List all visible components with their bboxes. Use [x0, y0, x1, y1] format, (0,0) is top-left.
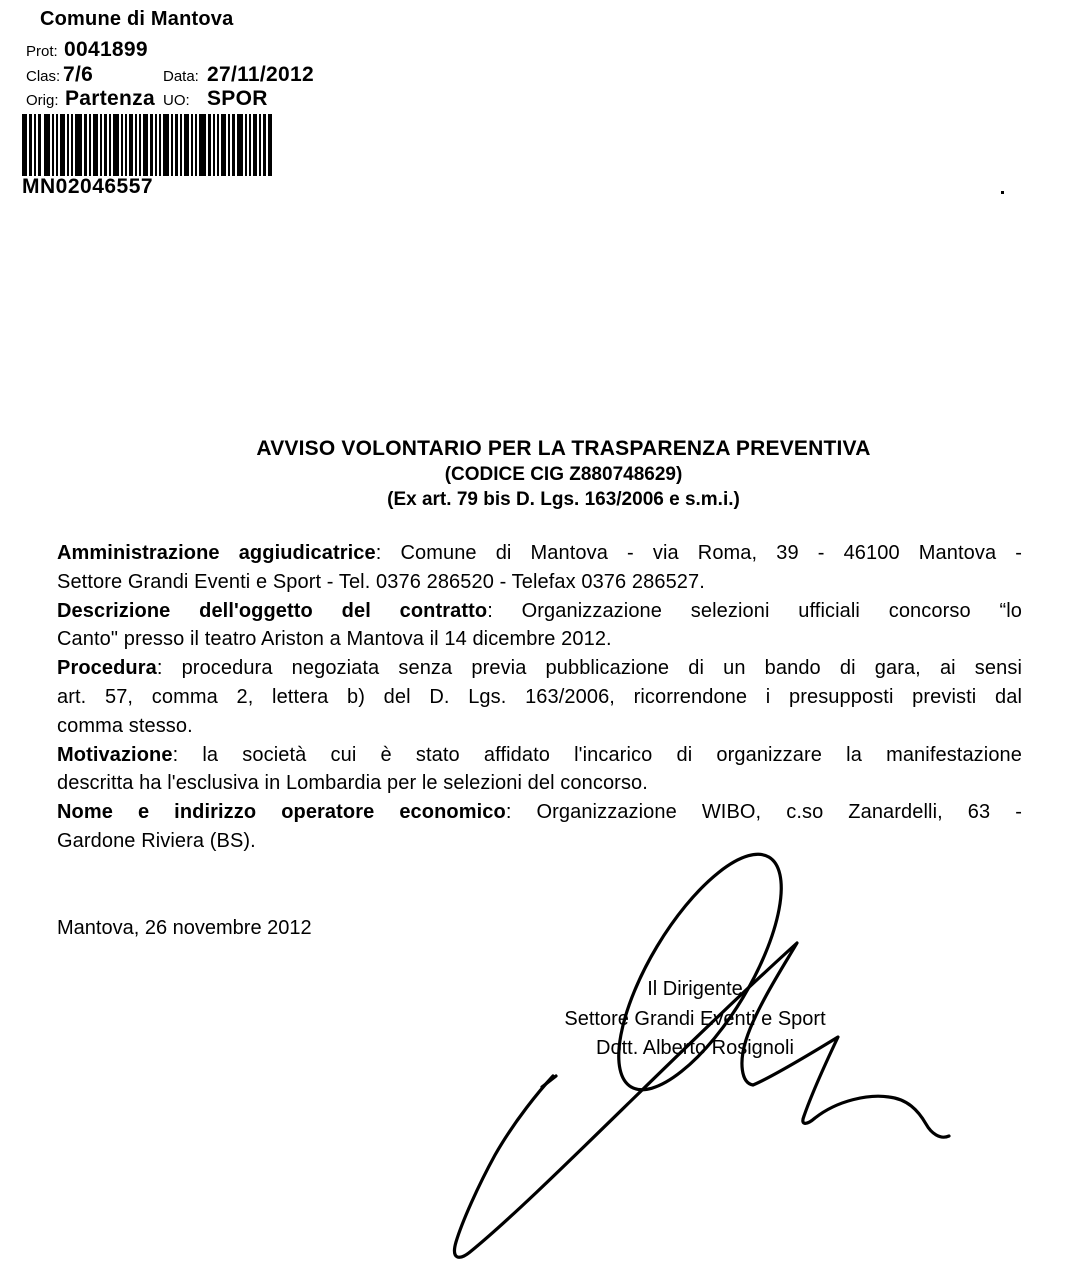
document-heading — [57, 436, 1022, 512]
body-line — [57, 597, 1022, 626]
date-line: Mantova, 26 novembre 2012 — [57, 917, 312, 939]
prot-value: 0041899 — [64, 38, 148, 61]
document-title: AVVISO VOLONTARIO PER LA TRASPARENZA PREVENTIVA — [256, 437, 871, 460]
scan-artifact-dot — [1001, 191, 1004, 194]
protocol-line — [26, 36, 366, 62]
data-value: 27/11/2012 — [207, 63, 314, 86]
body-line: art. 57, comma 2, lettera b) del D. Lgs. 163/2006, ricorrendone i presupposti previsti dal — [57, 685, 1022, 708]
paragraph-motivazione — [57, 741, 1022, 799]
signature-role: Il Dirigente — [647, 978, 743, 1000]
signature-name: Dott. Alberto Rosignoli — [596, 1037, 794, 1059]
body-line: Settore Grandi Eventi e Sport - Tel. 0376 286520 - Telefax 0376 286527. — [57, 570, 705, 593]
uo-label: UO: — [163, 92, 190, 109]
body-line: Gardone Riviera (BS). — [57, 829, 256, 852]
paragraph-lead: Procedura — [57, 657, 157, 680]
clas-value: 7/6 — [63, 63, 94, 86]
barcode-image — [22, 114, 274, 176]
signature-pen-barb — [542, 1076, 556, 1087]
signature-loop — [588, 831, 812, 1112]
paragraph-descrizione — [57, 597, 1022, 655]
body-line — [57, 741, 1022, 770]
office-name: Comune di Mantova — [40, 8, 234, 30]
barcode — [22, 114, 282, 199]
cig-code-line: (CODICE CIG Z880748629) — [444, 464, 683, 485]
uo-value: SPOR — [207, 87, 268, 110]
paragraph-lead: Descrizione dell'oggetto del contratto — [57, 599, 488, 622]
body-line — [57, 654, 1022, 683]
orig-label: Orig: — [26, 92, 59, 109]
document-body — [57, 539, 1022, 856]
orig-value: Partenza — [65, 87, 155, 110]
clas-label: Clas: — [26, 68, 61, 85]
body-line — [57, 539, 1022, 568]
signature-block — [445, 975, 945, 1064]
registry-stamp — [26, 6, 366, 116]
paragraph-text: : la società cui è stato affidato l'incarico di organizzare la manifestazione — [172, 743, 1022, 766]
barcode-text: MN02046557 — [22, 175, 154, 198]
body-line — [57, 798, 1022, 827]
origin-line — [26, 85, 366, 111]
paragraph-lead: Amministrazione aggiudicatrice — [57, 542, 376, 564]
paragraph-amministrazione — [57, 539, 1022, 597]
classification-line — [26, 61, 366, 87]
prot-label: Prot: — [26, 43, 58, 60]
paragraph-lead: Motivazione — [57, 743, 173, 766]
paragraph-lead: Nome e indirizzo operatore economico — [57, 801, 506, 824]
body-line: Canto" presso il teatro Ariston a Mantova il 14 dicembre 2012. — [57, 628, 612, 651]
data-label: Data: — [163, 68, 199, 85]
paragraph-text: : Organizzazione selezioni ufficiali concorso “lo — [487, 599, 1022, 622]
paragraph-text: : Comune di Mantova - via Roma, 39 - 46100 Mantova - — [375, 542, 1023, 564]
paragraph-text: : procedura negoziata senza previa pubblicazione di un bando di gara, ai sensi — [156, 657, 1022, 680]
paragraph-text: : Organizzazione WIBO, c.so Zanardelli, 63 - — [505, 801, 1022, 824]
body-line: comma stesso. — [57, 714, 193, 737]
paragraph-procedura — [57, 654, 1022, 740]
law-reference-line: (Ex art. 79 bis D. Lgs. 163/2006 e s.m.i.) — [387, 489, 740, 510]
body-line: descritta ha l'esclusiva in Lombardia per le selezioni del concorso. — [57, 772, 648, 795]
signature-department: Settore Grandi Eventi e Sport — [564, 1007, 826, 1030]
paragraph-operatore-economico — [57, 798, 1022, 856]
